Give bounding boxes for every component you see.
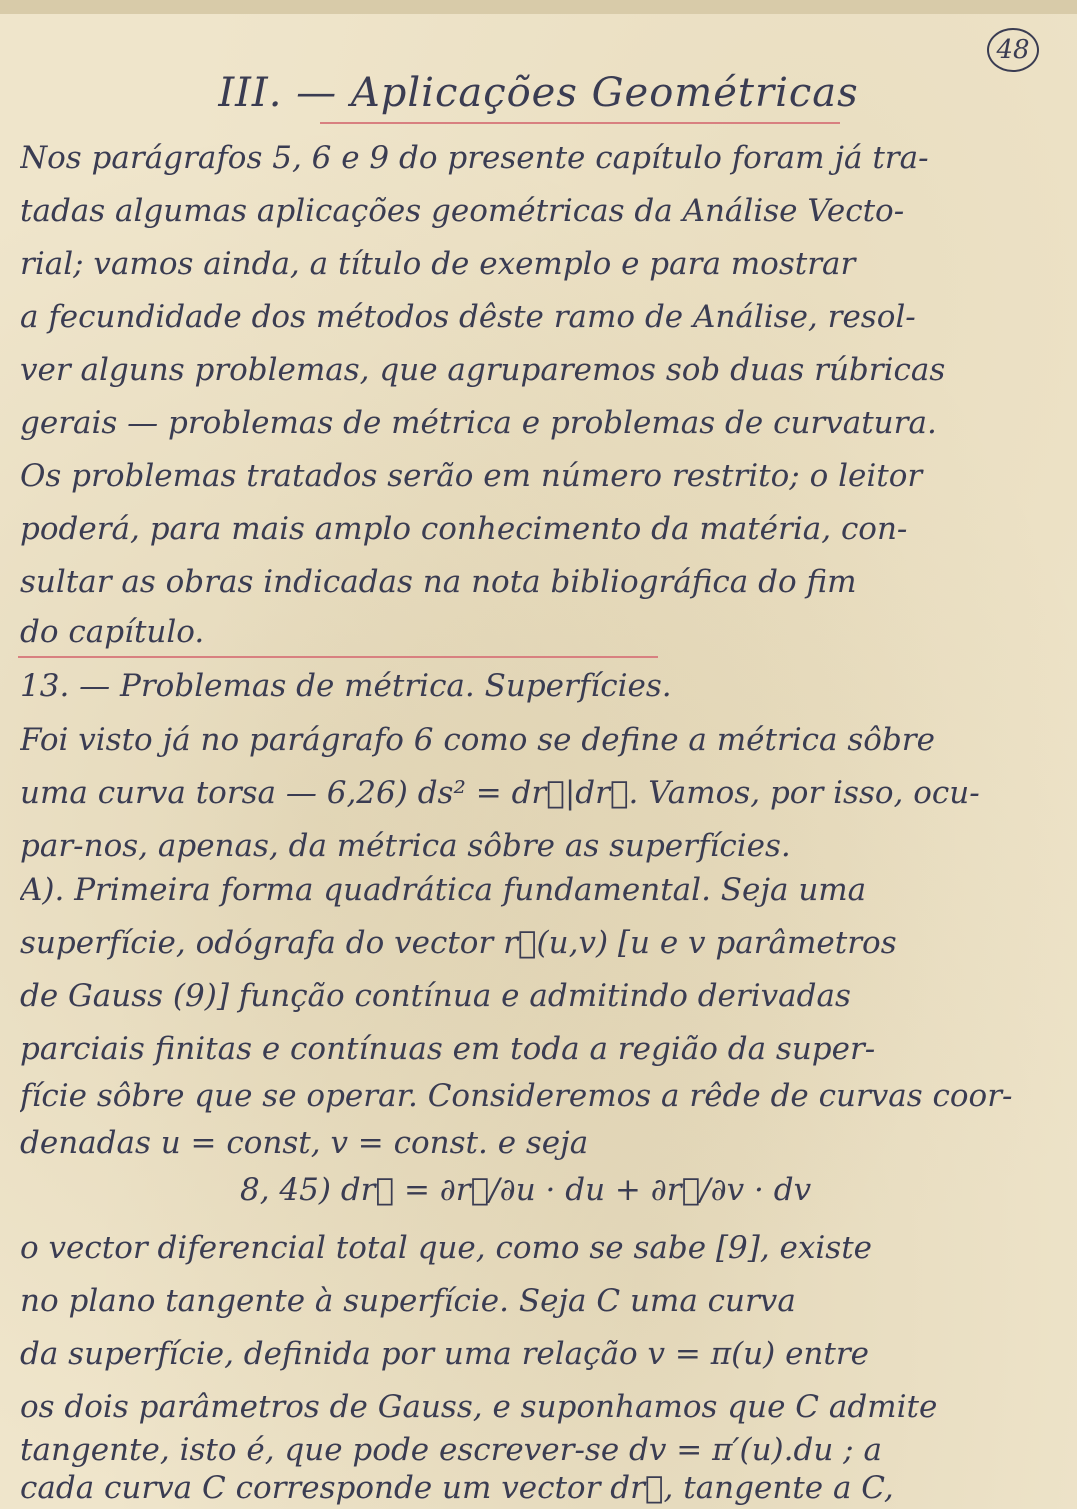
subsection-heading: A). Primeira forma quadrática fundamental. Seja uma: [20, 872, 867, 908]
text-line: Os problemas tratados serão em número restrito; o leitor: [20, 458, 923, 494]
text-line: de Gauss (9)] função contínua e admitindo derivadas: [20, 978, 851, 1014]
text-line: Nos parágrafos 5, 6 e 9 do presente capítulo foram já tra-: [20, 140, 929, 176]
text-line: poderá, para mais amplo conhecimento da matéria, con-: [20, 511, 908, 547]
text-line: tangente, isto é, que pode escrever-se dv = π′(u).du ; a: [20, 1432, 882, 1468]
text-line: o vector diferencial total que, como se sabe [9], existe: [20, 1230, 873, 1266]
section-heading: 13. — Problemas de métrica. Superfícies.: [20, 668, 672, 704]
text-line: a fecundidade dos métodos dêste ramo de Análise, resol-: [20, 299, 916, 335]
text-line: superfície, odógrafa do vector r⃗(u,v) [u e v parâmetros: [20, 925, 897, 961]
text-line: sultar as obras indicadas na nota bibliográfica do fim: [20, 564, 857, 600]
text-line: no plano tangente à superfície. Seja C uma curva: [20, 1283, 796, 1319]
text-line: fície sôbre que se operar. Consideremos a rêde de curvas coor-: [20, 1078, 1013, 1114]
text-line: rial; vamos ainda, a título de exemplo e para mostrar: [20, 246, 856, 282]
text-line: Foi visto já no parágrafo 6 como se define a métrica sôbre: [20, 722, 935, 758]
text-line: gerais — problemas de métrica e problemas de curvatura.: [20, 405, 937, 441]
title-underline: [320, 122, 840, 124]
paper-edge: [0, 0, 1077, 14]
text-line: par-nos, apenas, da métrica sôbre as superfícies.: [20, 828, 791, 864]
text-line: ver alguns problemas, que agruparemos sob duas rúbricas: [20, 352, 946, 388]
equation: 8, 45) dr⃗ = ∂r⃗/∂u · du + ∂r⃗/∂v · dv: [240, 1172, 812, 1208]
text-line: os dois parâmetros de Gauss, e suponhamos que C admite: [20, 1389, 938, 1425]
text-line: tadas algumas aplicações geométricas da Análise Vecto-: [20, 193, 905, 229]
text-line: uma curva torsa — 6,26) ds² = dr⃗|dr⃗. Vamos, por isso, ocu-: [20, 775, 980, 811]
text-line: do capítulo.: [20, 614, 205, 650]
page-number: 48: [987, 28, 1039, 72]
text-line: parciais finitas e contínuas em toda a região da super-: [20, 1031, 876, 1067]
page-title: III. — Aplicações Geométricas: [218, 70, 859, 116]
text-line: da superfície, definida por uma relação v = π(u) entre: [20, 1336, 870, 1372]
text-line: cada curva C corresponde um vector dr⃗, tangente a C,: [20, 1470, 894, 1506]
section-divider: [18, 656, 658, 658]
text-line: denadas u = const, v = const. e seja: [20, 1125, 589, 1161]
